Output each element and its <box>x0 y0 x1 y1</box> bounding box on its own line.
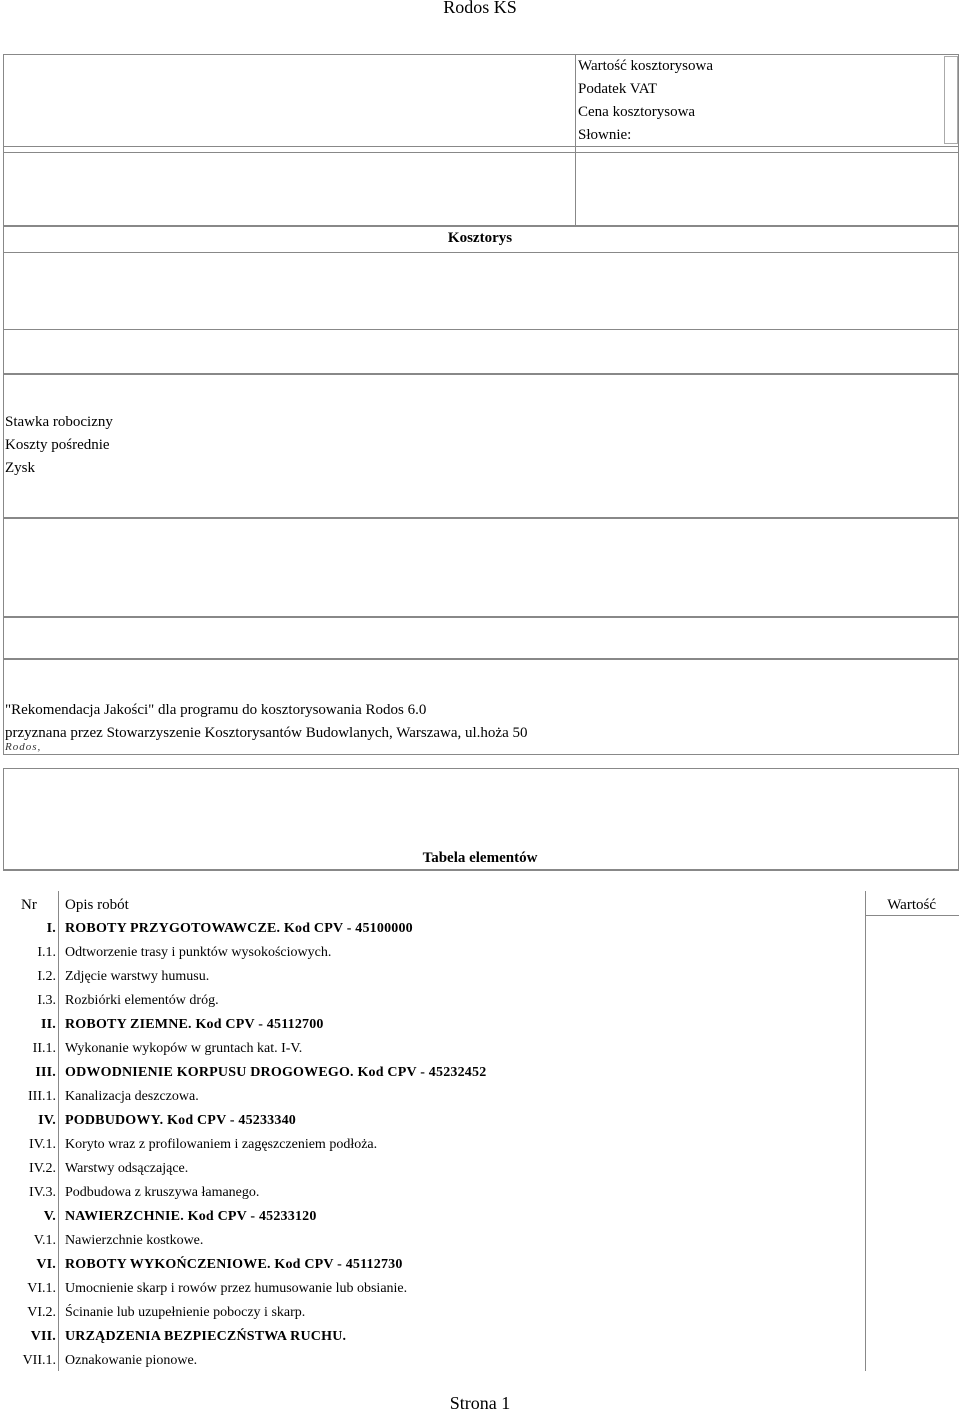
row-number: IV.3. <box>29 1185 56 1200</box>
summary-divider <box>575 54 576 226</box>
table-section-row <box>0 1253 960 1277</box>
rate-label-robocizna: Stawka robocizny <box>5 414 113 430</box>
table-row <box>0 1277 960 1301</box>
rate-label-zysk: Zysk <box>5 460 35 476</box>
summary-value-box <box>944 56 958 144</box>
row-number: IV.1. <box>29 1137 56 1152</box>
table-row <box>0 1349 960 1373</box>
row-number: V.1. <box>33 1233 56 1248</box>
table-title: Tabela elementów <box>422 850 538 866</box>
kosztorys-rule <box>3 252 959 253</box>
row-description: Podbudowa z kruszywa łamanego. <box>65 1185 260 1200</box>
row-description: Rozbiórki elementów dróg. <box>65 993 219 1008</box>
row-description: NAWIERZCHNIE. Kod CPV - 45233120 <box>65 1209 317 1224</box>
row-description: URZĄDZENIA BEZPIECZŃSTWA RUCHU. <box>65 1329 347 1344</box>
row-description: Oznakowanie pionowe. <box>65 1353 198 1368</box>
table-header-wartosc: Wartość <box>887 897 936 913</box>
summary-label-vat: Podatek VAT <box>578 81 658 97</box>
row-number: III.1. <box>28 1089 56 1104</box>
row-description: ODWODNIENIE KORPUSU DROGOWEGO. Kod CPV - 45232452 <box>65 1065 487 1080</box>
table-section-row <box>0 1325 960 1349</box>
kosztorys-block <box>3 226 959 374</box>
row-number: VI.1. <box>27 1281 56 1296</box>
row-number: V. <box>43 1209 56 1224</box>
row-number: IV. <box>38 1113 56 1128</box>
row-description: ROBOTY ZIEMNE. Kod CPV - 45112700 <box>65 1017 324 1032</box>
table-row <box>0 1157 960 1181</box>
row-description: ROBOTY PRZYGOTOWAWCZE. Kod CPV - 45100000 <box>65 921 413 936</box>
rate-label-koszty: Koszty pośrednie <box>5 437 110 453</box>
table-row <box>0 1181 960 1205</box>
table-row <box>0 1301 960 1325</box>
kosztorys-title: Kosztorys <box>447 230 513 246</box>
row-description: Odtworzenie trasy i punktów wysokościowych. <box>65 945 332 960</box>
row-description: Warstwy odsączające. <box>65 1161 189 1176</box>
row-number: VI.2. <box>27 1305 56 1320</box>
row-number: I.2. <box>37 969 56 984</box>
table-row <box>0 1229 960 1253</box>
row-description: Umocnienie skarp i rowów przez humusowanie lub obsianie. <box>65 1281 408 1296</box>
table-row <box>0 965 960 989</box>
row-description: Zdjęcie warstwy humusu. <box>65 969 210 984</box>
row-number: IV.2. <box>29 1161 56 1176</box>
table-row <box>0 1085 960 1109</box>
table-header-nr: Nr <box>21 897 37 913</box>
table-header-rule <box>865 915 959 916</box>
summary-rule <box>3 146 959 147</box>
row-number: VII.1. <box>22 1353 56 1368</box>
row-description: Koryto wraz z profilowaniem i zagęszczeniem podłoża. <box>65 1137 378 1152</box>
rates-block <box>3 374 959 518</box>
row-number: I.1. <box>37 945 56 960</box>
summary-label-slownie: Słownie: <box>578 127 632 143</box>
table-row <box>0 941 960 965</box>
table-row <box>0 1133 960 1157</box>
row-number: VII. <box>30 1329 56 1344</box>
row-number: VI. <box>36 1257 56 1272</box>
table-row <box>0 1037 960 1061</box>
table-section-row <box>0 917 960 941</box>
row-description: Wykonanie wykopów w gruntach kat. I-V. <box>65 1041 303 1056</box>
row-description: Ścinanie lub uzupełnienie poboczy i skarp. <box>65 1305 306 1320</box>
empty-band <box>3 518 959 617</box>
table-title-rule <box>3 870 959 871</box>
page-footer: Strona 1 <box>449 1393 511 1413</box>
row-description: PODBUDOWY. Kod CPV - 45233340 <box>65 1113 296 1128</box>
recommendation-line-2: przyznana przez Stowarzyszenie Kosztorysantów Budowlanych, Warszawa, ul.hoża 50 <box>5 725 528 741</box>
row-number: I. <box>46 921 56 936</box>
table-section-row <box>0 1061 960 1085</box>
recommendation-line-1: "Rekomendacja Jakości" dla programu do kosztorysowania Rodos 6.0 <box>5 702 427 718</box>
row-description: Nawierzchnie kostkowe. <box>65 1233 204 1248</box>
kosztorys-rule <box>3 329 959 330</box>
summary-label-wartosc: Wartość kosztorysowa <box>578 58 714 74</box>
summary-block <box>3 54 959 226</box>
table-row <box>0 989 960 1013</box>
row-number: II.1. <box>32 1041 56 1056</box>
table-section-row <box>0 1109 960 1133</box>
empty-band <box>3 617 959 659</box>
table-header-opis: Opis robót <box>65 897 129 913</box>
table-section-row <box>0 1013 960 1037</box>
row-description: Kanalizacja deszczowa. <box>65 1089 199 1104</box>
table-section-row <box>0 1205 960 1229</box>
summary-label-cena: Cena kosztorysowa <box>578 104 696 120</box>
page-header-title: Rodos KS <box>443 0 517 17</box>
row-description: ROBOTY WYKOŃCZENIOWE. Kod CPV - 45112730 <box>65 1257 403 1272</box>
row-number: II. <box>41 1017 56 1032</box>
rodos-label: Rodos, <box>5 741 42 753</box>
row-number: III. <box>35 1065 56 1080</box>
summary-rule <box>3 152 959 153</box>
row-number: I.3. <box>37 993 56 1008</box>
